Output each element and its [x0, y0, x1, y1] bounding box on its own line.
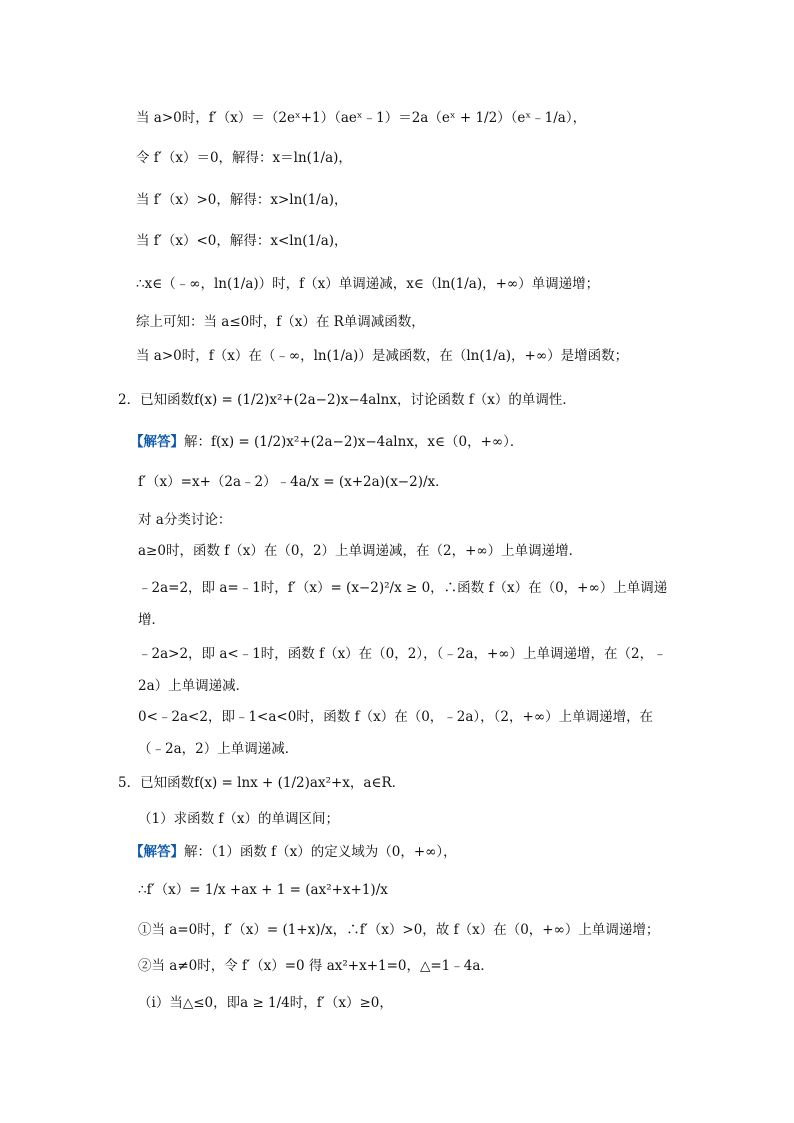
- problem-5-statement: 5．已知函数f(x) = lnx + (1/2)ax²+x，a∈R．: [118, 775, 406, 791]
- text-line: ﹣2a=2，即 a=﹣1时，f′（x）= (x−2)²/x ≥ 0，∴函数 f（x）在（0，+∞）上单调递: [138, 580, 668, 596]
- text-line: 增．: [138, 612, 165, 628]
- text-line: ①当 a=0时，f′（x）= (1+x)/x，∴f′（x）>0，故 f（x）在（0，+∞）上单调递增；: [138, 922, 660, 938]
- text-line: 2a）上单调递减．: [138, 678, 250, 694]
- text-line: 当 a>0时，f（x）在（﹣∞，ln(1/a)）是减函数，在（ln(1/a)，+∞）是增函数；: [136, 348, 629, 364]
- text-line: （﹣2a，2）上单调递减．: [138, 741, 299, 757]
- text-line: 当 f′（x）<0，解得：x<ln(1/a)，: [136, 233, 348, 249]
- text-line: ∴x∈（﹣∞，ln(1/a)）时，f（x）单调递减，x∈（ln(1/a)，+∞）单调递增；: [136, 276, 600, 292]
- solution-tag: 【解答】: [130, 434, 184, 450]
- text-line: 0<﹣2a<2，即﹣1<a<0时，函数 f（x）在（0，﹣2a），（2，+∞）上单调递增，在: [138, 709, 654, 725]
- solution-tag: 【解答】: [130, 844, 184, 860]
- text-line: （ⅰ）当△≤0，即a ≥ 1/4时，f′（x）≥0，: [138, 995, 393, 1011]
- text-line: （1）求函数 f（x）的单调区间；: [138, 811, 339, 827]
- text-line: 当 a>0时，f′（x）＝（2eˣ+1）（aeˣ﹣1）＝2a（eˣ + 1/2）（eˣ﹣1/a），: [136, 110, 587, 126]
- text-line: 令 f′（x）＝0，解得：x＝ln(1/a)，: [136, 150, 352, 166]
- text-line: 对 a分类讨论：: [138, 512, 232, 528]
- text-line: ②当 a≠0时，令 f′（x）=0 得 ax²+x+1=0，△=1﹣4a．: [138, 958, 494, 974]
- text-line: f′（x）=x+（2a﹣2）﹣4a/x = (x+2a)(x−2)/x．: [138, 474, 449, 490]
- solution-line: [130, 432, 523, 452]
- text-line: ﹣2a>2，即 a<﹣1时，函数 f（x）在（0，2），（﹣2a，+∞）上单调递增，在（2，﹣: [138, 646, 667, 662]
- text-line: 当 f′（x）>0，解得：x>ln(1/a)，: [136, 192, 348, 208]
- solution-text: 解：（1）函数 f（x）的定义域为（0，+∞），: [184, 844, 457, 860]
- problem-2-statement: 2．已知函数f(x) = (1/2)x²+(2a−2)x−4alnx，讨论函数 f（x）的单调性．: [118, 392, 576, 408]
- text-line: a≥0时，函数 f（x）在（0，2）上单调递减，在（2，+∞）上单调递增．: [138, 543, 583, 559]
- text-line: ∴f′（x）= 1/x +ax + 1 = (ax²+x+1)/x: [138, 882, 388, 898]
- text-line: 综上可知：当 a≤0时，f（x）在 R单调减函数，: [136, 314, 425, 330]
- solution-text: 解：f(x) = (1/2)x²+(2a−2)x−4alnx，x∈（0，+∞）．: [184, 434, 524, 450]
- solution-line: [130, 842, 457, 862]
